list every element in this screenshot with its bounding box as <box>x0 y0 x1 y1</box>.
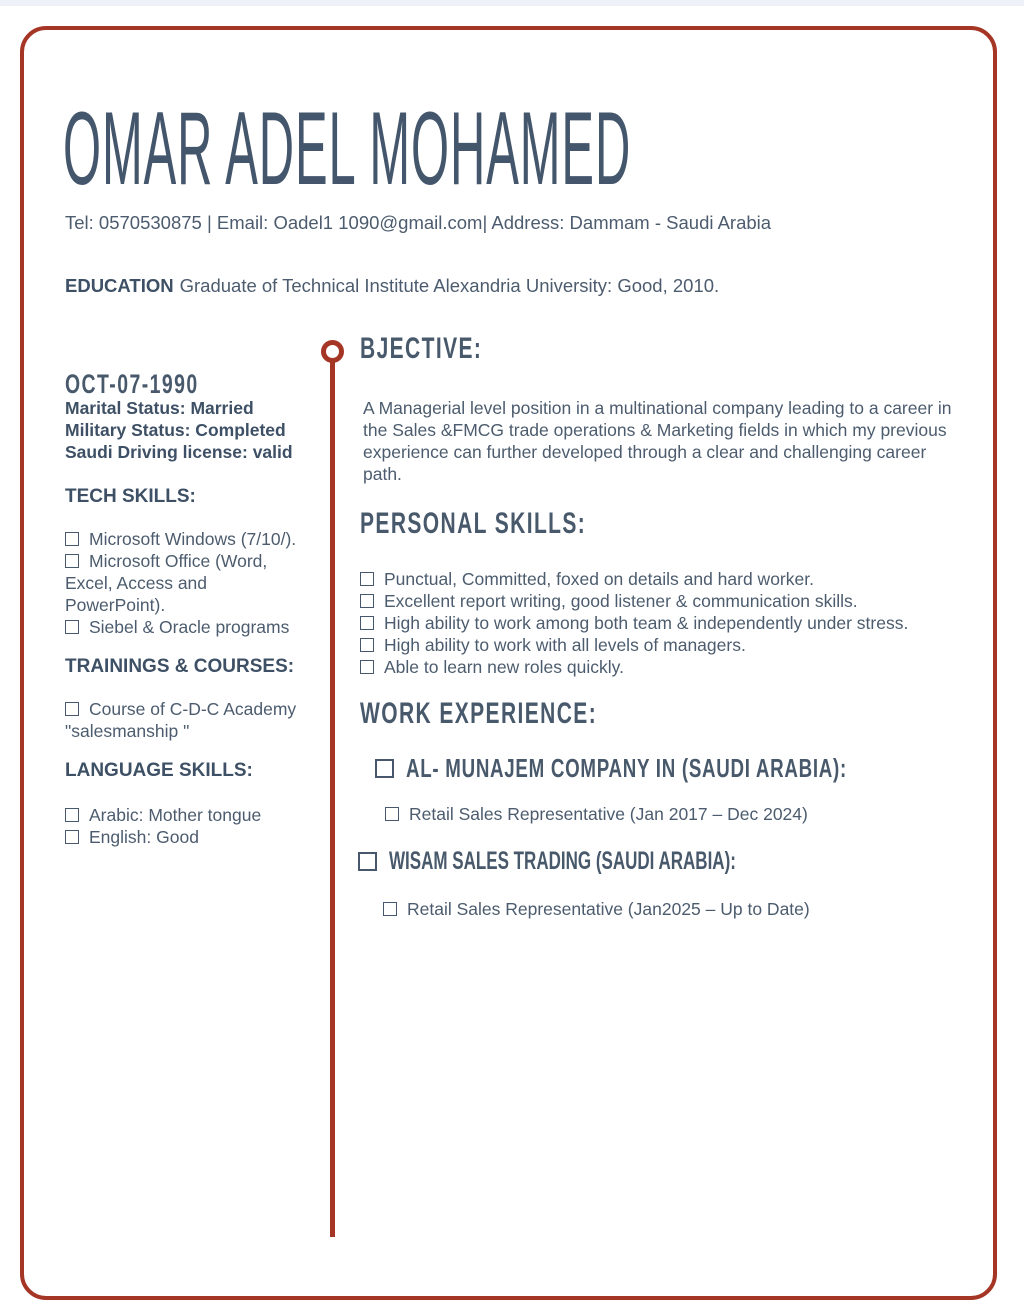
list-item <box>65 550 300 616</box>
list-item <box>65 528 300 550</box>
objective-heading <box>360 334 535 364</box>
date-of-birth <box>65 371 300 398</box>
education-text: Graduate of Technical Institute Alexandria University: Good, 2010. <box>179 275 720 296</box>
education-label: EDUCATION <box>65 275 174 296</box>
list-item <box>360 634 1005 656</box>
trainings-heading: TRAININGS & COURSES: <box>65 656 295 677</box>
checkbox-icon <box>375 759 394 778</box>
work-experience-heading-text: WORK EXPERIENCE: <box>360 697 598 730</box>
personal-status-block <box>65 397 300 463</box>
list-item-text: Arabic: Mother tongue <box>89 805 262 825</box>
list-item <box>65 826 300 848</box>
military-status: Military Status: Completed <box>65 420 286 440</box>
list-item-text: Microsoft Office (Word, Excel, Access and PowerPoint). <box>65 551 268 615</box>
list-item-text: Able to learn new roles quickly. <box>384 657 624 677</box>
list-item <box>360 612 1005 634</box>
language-skills-heading: LANGUAGE SKILLS: <box>65 760 253 781</box>
job-role-text: Retail Sales Representative (Jan 2017 – Dec 2024) <box>409 804 808 824</box>
tech-skills-heading: TECH SKILLS: <box>65 486 196 507</box>
checkbox-icon <box>360 660 374 674</box>
list-item-text: Microsoft Windows (7/10/). <box>89 529 297 549</box>
list-item-text: Excellent report writing, good listener & communication skills. <box>384 591 858 611</box>
personal-skills-heading-text: PERSONAL SKILLS: <box>360 507 587 540</box>
checkbox-icon <box>65 702 79 716</box>
work-experience-heading <box>360 699 699 729</box>
list-item-text: English: Good <box>89 827 199 847</box>
date-of-birth-text: OCT-07-1990 <box>65 369 199 399</box>
page-top-edge <box>0 0 1024 6</box>
company-heading <box>375 755 1018 781</box>
list-item <box>65 804 300 826</box>
list-item-text: Punctual, Committed, foxed on details and hard worker. <box>384 569 814 589</box>
driving-license: Saudi Driving license: valid <box>65 442 293 462</box>
personal-skills-heading <box>360 509 683 539</box>
checkbox-icon <box>360 638 374 652</box>
candidate-name: OMAR ADEL MOHAMED <box>63 91 632 207</box>
list-item <box>360 590 1005 612</box>
objective-heading-text: BJECTIVE: <box>360 332 483 365</box>
language-skills-list <box>65 804 300 848</box>
list-item <box>360 656 1005 678</box>
list-item <box>65 616 300 638</box>
checkbox-icon <box>358 852 377 871</box>
checkbox-icon <box>383 902 397 916</box>
objective-paragraph: A Managerial level position in a multinational company leading to a career in the Sales &FMCG trade operations & Marketing fields in which my previous experience can further developed through a clear and challenging career path. <box>363 398 952 484</box>
checkbox-icon <box>360 572 374 586</box>
company-heading <box>358 849 899 874</box>
list-item <box>360 568 1005 590</box>
checkbox-icon <box>65 532 79 546</box>
checkbox-icon <box>385 807 399 821</box>
job-role-text: Retail Sales Representative (Jan2025 – Up to Date) <box>407 899 810 919</box>
company-name: WISAM SALES TRADING (SAUDI ARABIA): <box>389 847 736 875</box>
list-item-text: High ability to work among both team & independently under stress. <box>384 613 909 633</box>
timeline-circle-icon <box>321 340 344 363</box>
marital-status: Marital Status: Married <box>65 398 254 418</box>
checkbox-icon <box>360 594 374 608</box>
checkbox-icon <box>360 616 374 630</box>
list-item-text: Course of C-D-C Academy "salesmanship " <box>65 699 297 741</box>
company-name: AL- MUNAJEM COMPANY IN (SAUDI ARABIA): <box>406 753 847 783</box>
timeline-line <box>330 362 335 1237</box>
education-line <box>65 275 719 297</box>
contact-line: Tel: 0570530875 | Email: Oadel1 1090@gmail.com| Address: Dammam - Saudi Arabia <box>65 212 772 233</box>
list-item-text: Siebel & Oracle programs <box>89 617 290 637</box>
list-item <box>65 698 300 742</box>
checkbox-icon <box>65 830 79 844</box>
checkbox-icon <box>65 554 79 568</box>
list-item-text: High ability to work with all levels of managers. <box>384 635 746 655</box>
job-role <box>383 898 943 920</box>
trainings-list <box>65 698 300 742</box>
job-role <box>385 803 945 825</box>
personal-skills-list <box>360 568 1005 678</box>
tech-skills-list <box>65 528 300 638</box>
checkbox-icon <box>65 620 79 634</box>
checkbox-icon <box>65 808 79 822</box>
